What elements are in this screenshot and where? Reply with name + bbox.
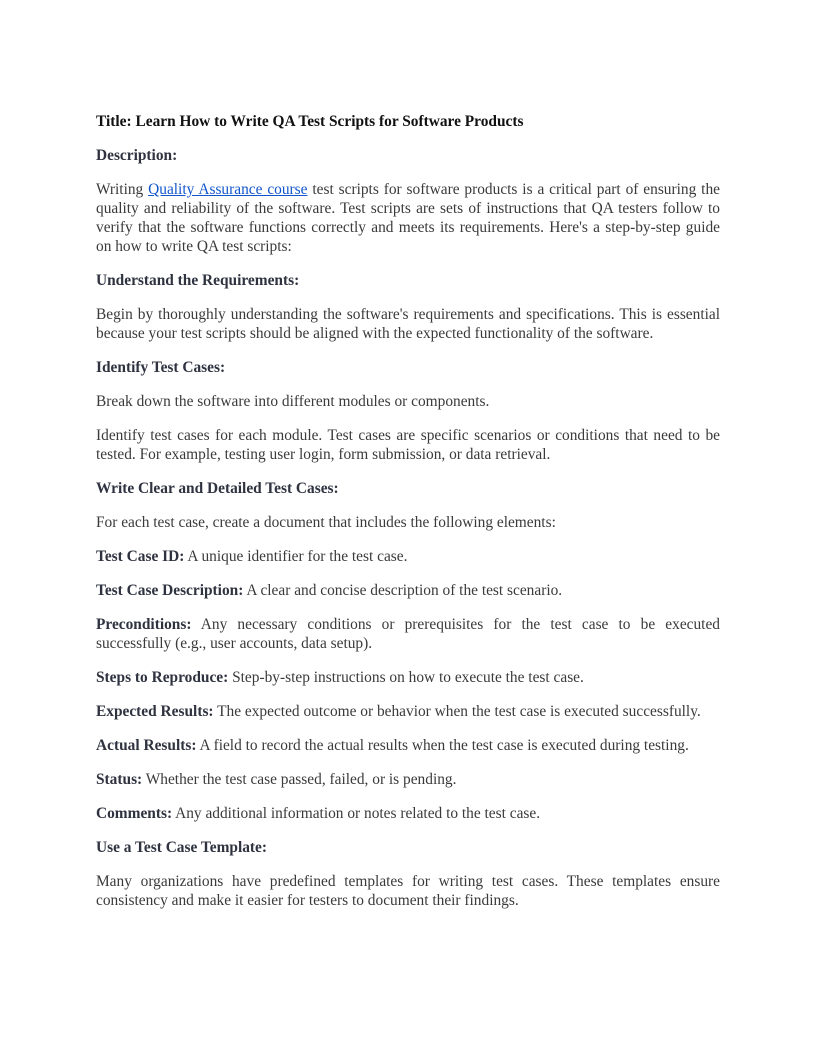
element-term: Comments: <box>96 805 173 822</box>
element-preconditions <box>96 615 720 653</box>
element-text: Whether the test case passed, failed, or is pending. <box>142 771 457 788</box>
element-steps-to-reproduce <box>96 668 720 687</box>
identify-paragraph-2: Identify test cases for each module. Test cases are specific scenarios or conditions that need to be tested. For example, testing user login, form submission, or data retrieval. <box>96 427 720 463</box>
write-test-cases-paragraph: For each test case, create a document that includes the following elements: <box>96 514 556 531</box>
intro-paragraph <box>96 180 720 256</box>
element-test-case-id <box>96 547 720 566</box>
element-status <box>96 770 720 789</box>
intro-text-after-link: test scripts for software products is a critical part of ensuring the quality and reliability of the software. Test scripts are sets of instructions that QA testers follow to verify that the software functions correctly and meets its requirements. Here's a step-by-step guide on how to write QA test scripts: <box>96 181 720 255</box>
quality-assurance-course-link[interactable]: Quality Assurance course <box>148 181 308 198</box>
document-title: Title: Learn How to Write QA Test Scripts for Software Products <box>96 113 524 130</box>
element-text: A clear and concise description of the test scenario. <box>243 582 563 599</box>
description-heading: Description: <box>96 147 178 164</box>
element-term: Test Case ID: <box>96 548 185 565</box>
element-text: The expected outcome or behavior when the test case is executed successfully. <box>213 703 701 720</box>
element-text: Any additional information or notes related to the test case. <box>172 805 541 822</box>
document-page <box>96 112 720 925</box>
element-term: Preconditions: <box>96 616 192 633</box>
intro-text-before-link: Writing <box>96 181 149 198</box>
element-term: Test Case Description: <box>96 582 244 599</box>
element-text: A unique identifier for the test case. <box>184 548 408 565</box>
element-actual-results <box>96 736 720 755</box>
element-text: Any necessary conditions or prerequisites for the test case to be executed successfully (e.g., user accounts, data setup). <box>96 616 720 652</box>
requirements-paragraph: Begin by thoroughly understanding the software's requirements and specifications. This is essential because your test scripts should be aligned with the expected functionality of the software. <box>96 306 720 342</box>
element-term: Expected Results: <box>96 703 214 720</box>
element-term: Status: <box>96 771 143 788</box>
element-term: Steps to Reproduce: <box>96 669 229 686</box>
write-test-cases-heading: Write Clear and Detailed Test Cases: <box>96 480 339 497</box>
template-paragraph: Many organizations have predefined templates for writing test cases. These templates ensure consistency and make it easier for testers to document their findings. <box>96 873 720 909</box>
element-expected-results <box>96 702 720 721</box>
requirements-heading: Understand the Requirements: <box>96 272 300 289</box>
element-term: Actual Results: <box>96 737 197 754</box>
template-heading: Use a Test Case Template: <box>96 839 268 856</box>
element-text: Step-by-step instructions on how to execute the test case. <box>228 669 584 686</box>
element-comments <box>96 804 720 823</box>
identify-paragraph-1: Break down the software into different modules or components. <box>96 393 490 410</box>
element-test-case-description <box>96 581 720 600</box>
element-text: A field to record the actual results when the test case is executed during testing. <box>196 737 689 754</box>
identify-test-cases-heading: Identify Test Cases: <box>96 359 226 376</box>
